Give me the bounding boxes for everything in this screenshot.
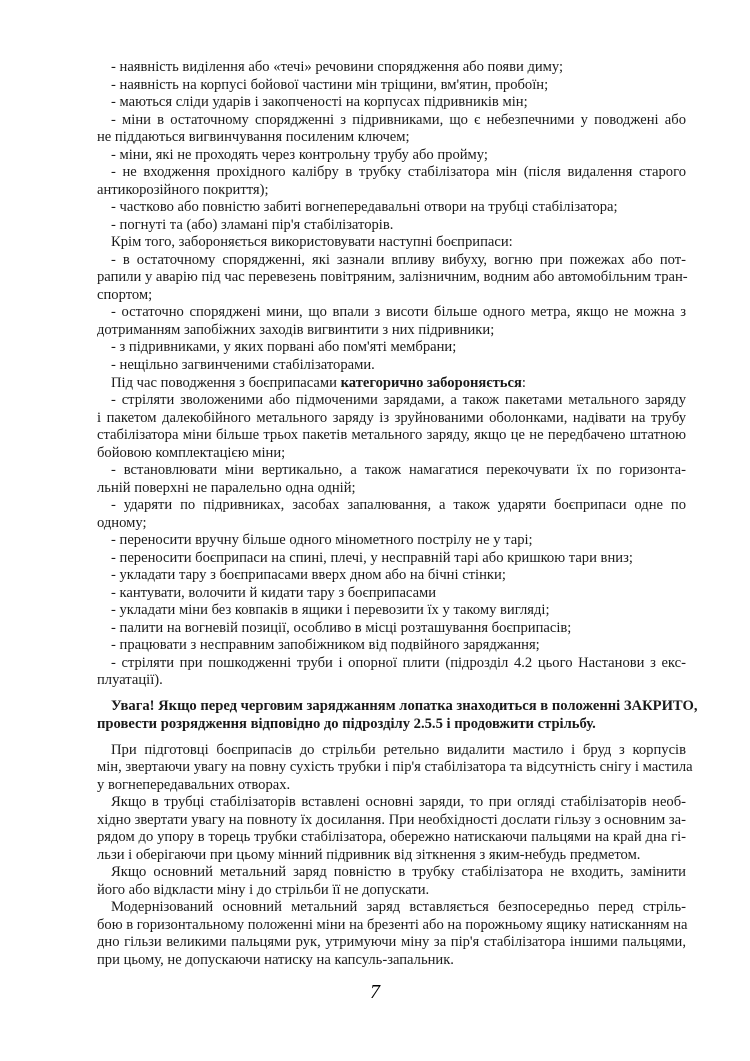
text-line: рапили у аварію під час перевезень повітряним, залізничним, водним або автомобільним тран- <box>97 269 688 286</box>
text-line: - міни в остаточному спорядженні з підривниками, що є небезпечними у поводжені або <box>111 111 686 128</box>
text-line: мін, звертаючи увагу на повну сухість трубки і пір'я стабілізатора та відсутність снігу і мастила <box>97 759 693 776</box>
text-line: - укладати міни без ковпаків в ящики і перевозити їх у такому вигляді; <box>111 602 550 619</box>
text-line: стабілізатора міни більше трьох пакетів метального заряду, якщо це не передбачено штатною <box>97 427 686 444</box>
text-line: - остаточно споряджені мини, що впали з висоти більше одного метра, якщо не можна з <box>111 304 686 321</box>
text-line: - з підривниками, у яких порвані або пом'яті мембрани; <box>111 339 457 356</box>
text-line: дно гільзи великими пальцями рук, утримуючи міну за пір'я стабілізатора іншими пальцями, <box>97 934 686 951</box>
text-line: - наявність виділення або «течі» речовини спорядження або появи диму; <box>111 59 564 75</box>
text-line: - укладати тару з боєприпасами вверх дном або на бічні стінки; <box>111 567 506 584</box>
text-line: - нещільно загвинченими стабілізаторами. <box>111 356 375 373</box>
text-line: у вогнепередавальних отворах. <box>97 776 291 793</box>
warning-line: Увага! Якщо перед черговим заряджанням лопатка знаходиться в положенні ЗАКРИТО, <box>111 698 698 715</box>
text-line: - наявність на корпусі бойової частини мін тріщини, вм'ятин, пробоїн; <box>111 76 549 93</box>
text-line: - не входження прохідного калібру в трубку стабілізатора мін (після видалення старого <box>111 164 686 181</box>
text-line: - палити на вогневій позиції, особливо в місці розташування боєприпасів; <box>111 619 572 636</box>
text-line: не піддаються вигвинчування посиленим ключем; <box>97 129 410 146</box>
text-line: бою в горизонтальному положенні міни на брезенті або на порожньому ящику натисканням на <box>97 916 688 933</box>
text-line: одному; <box>97 514 147 531</box>
text-line: Якщо в трубці стабілізаторів вставлені основні заряди, то при огляді стабілізаторів необ- <box>111 794 686 811</box>
text-line: - переносити боєприпаси на спині, плечі, у несправній тарі або кришкою тари вниз; <box>111 549 633 566</box>
text-span: : <box>521 374 526 391</box>
text-line: Якщо основний метальний заряд повністю в трубку стабілізатора не входить, замінити <box>111 864 686 881</box>
page-number: 7 <box>370 981 380 1003</box>
text-line: - кантувати, волочити й кидати тару з боєприпасами <box>111 584 437 601</box>
text-line: льній поверхні не паралельно одна одній; <box>97 479 356 496</box>
text-line <box>111 375 526 393</box>
text-line: - стріляти зволоженими або підмоченими зарядами, а також пакетами метального заряду <box>111 392 686 409</box>
text-line: - маються сліди ударів і закопченості на корпусах підривників мін; <box>111 94 528 111</box>
text-line: - встановлювати міни вертикально, а також намагатися перекочувати їх по горизонта- <box>111 462 686 479</box>
text-line: бойовою комплектацією міни; <box>97 444 286 461</box>
text-line: - міни, які не проходять через контрольну трубу або пройму; <box>111 146 488 163</box>
emphasis-text: категорично забороняється <box>340 374 522 391</box>
text-line: і пакетом далекобійного метального заряду із зруйнованими оболонками, надівати на трубу <box>97 409 686 426</box>
text-line: при цьому, не допускаючи натиску на капсуль-запальник. <box>97 952 454 968</box>
text-line: - працювати з несправним запобіжником від подвійного заряджання; <box>111 637 540 654</box>
text-line: спортом; <box>97 286 153 303</box>
text-line: - погнуті та (або) зламані пір'я стабілізаторів. <box>111 216 394 233</box>
text-line: При підготовці боєприпасів до стрільби ретельно видалити мастило і бруд з корпусів <box>111 741 686 758</box>
text-line: - ударяти по підривниках, засобах запалювання, а також ударяти боєприпаси одне по <box>111 497 686 514</box>
text-line: антикорозійного покриття); <box>97 181 269 198</box>
text-line: дотриманням запобіжних заходів вигвинтити з них підривники; <box>97 321 495 338</box>
warning-line: провести розрядження відповідно до підрозділу 2.5.5 і продовжити стрільбу. <box>97 715 596 732</box>
text-line: - стріляти при пошкодженні труби і опорної плити (підрозділ 4.2 цього Настанови з екс- <box>111 654 686 671</box>
text-line: - частково або повністю забиті вогнепередавальні отвори на трубці стабілізатора; <box>111 199 618 216</box>
text-line: плуатації). <box>97 672 163 689</box>
text-line: рядом до упору в торець трубки стабілізатора, обережно натискаючи пальцями на край дна гі- <box>97 829 686 846</box>
text-line: - переносити вручну більше одного мінометного пострілу не у тарі; <box>111 532 533 549</box>
text-line: його або відкласти міну і до стрільби її не допускати. <box>97 881 430 898</box>
text-line: льзи і оберігаючи при цьому мінний підривник від зіткнення з яким-небудь предметом. <box>97 846 641 863</box>
text-line: Крім того, забороняється використовувати наступні боєприпаси: <box>111 234 513 251</box>
text-line: - в остаточному спорядженні, які зазнали впливу вибуху, вогню при пожежах або пот- <box>111 251 686 268</box>
text-line: хідно звертати увагу на повноту їх досилання. При необхідності дослати гільзу з основним за- <box>97 811 686 828</box>
text-line: Модернізований основний метальний заряд вставляється безпосередньо перед стріль- <box>111 899 686 916</box>
text-span: Під час поводження з боєприпасами <box>111 374 341 391</box>
